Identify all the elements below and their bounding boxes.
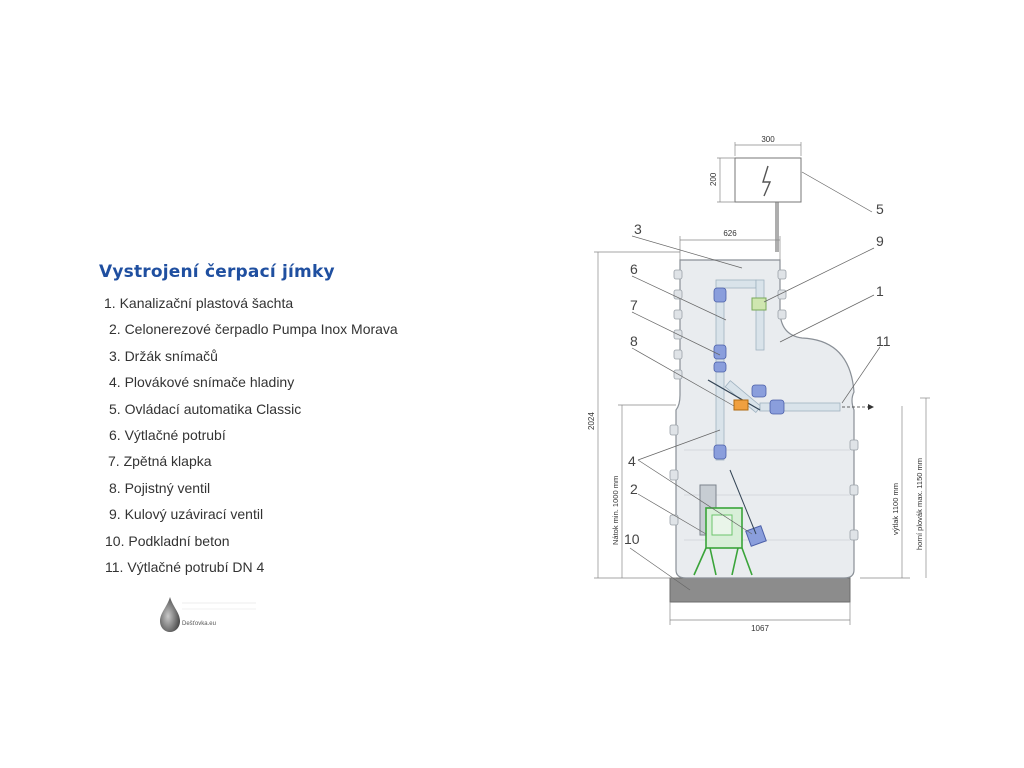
- callout-4: 4: [628, 453, 636, 469]
- legend-item-7: 7. Zpětná klapka: [108, 453, 212, 470]
- callout-7: 7: [630, 297, 638, 313]
- dim-float-max: horní plovák max. 1150 mm: [915, 458, 924, 550]
- dim-inflow: Nátok min. 1000 mm: [611, 475, 620, 545]
- legend-title: Vystrojení čerpací jímky: [99, 262, 335, 282]
- legend-item-5: 5. Ovládací automatika Classic: [109, 400, 302, 417]
- legend-item-3: 3. Držák snímačů: [109, 347, 218, 364]
- diagram-svg: [580, 130, 940, 635]
- legend-item-11: 11. Výtlačné potrubí DN 4: [105, 558, 265, 575]
- legend-item-9: 9. Kulový uzávirací ventil: [109, 506, 264, 523]
- logo: [158, 595, 258, 635]
- callout-1: 1: [876, 283, 884, 299]
- dim-626: 626: [723, 229, 737, 238]
- legend: [99, 262, 479, 580]
- legend-item-8: 8. Pojistný ventil: [109, 479, 211, 496]
- dim-200: 200: [709, 172, 718, 186]
- callout-10: 10: [624, 531, 640, 547]
- callout-2: 2: [630, 481, 638, 497]
- droplet-logo-icon: [158, 595, 258, 635]
- dim-300: 300: [761, 135, 775, 144]
- callout-5: 5: [876, 201, 884, 217]
- control-box: [735, 158, 801, 202]
- outflow-arrow-icon: [868, 404, 874, 410]
- callout-3: 3: [634, 221, 642, 237]
- callout-9: 9: [876, 233, 884, 249]
- legend-item-1: 1. Kanalizační plastová šachta: [104, 295, 294, 311]
- dim-1067: 1067: [751, 624, 769, 633]
- safety-valve: [734, 400, 748, 410]
- legend-item-2: 2. Celonerezové čerpadlo Pumpa Inox Morava: [109, 321, 398, 338]
- pump-sump-diagram: [580, 130, 940, 640]
- callout-11: 11: [876, 333, 891, 349]
- concrete-base: [670, 578, 850, 602]
- callout-8: 8: [630, 333, 638, 349]
- logo-text: Dešťovka.eu: [182, 621, 216, 627]
- dim-2024: 2024: [587, 412, 596, 430]
- legend-item-6: 6. Výtlačné potrubí: [109, 426, 226, 443]
- legend-item-4: 4. Plovákové snímače hladiny: [109, 374, 295, 391]
- dim-discharge: výtlak 1100 mm: [891, 483, 900, 535]
- callout-6: 6: [630, 261, 638, 277]
- ball-valve: [752, 298, 766, 310]
- legend-item-10: 10. Podkladní beton: [105, 532, 230, 549]
